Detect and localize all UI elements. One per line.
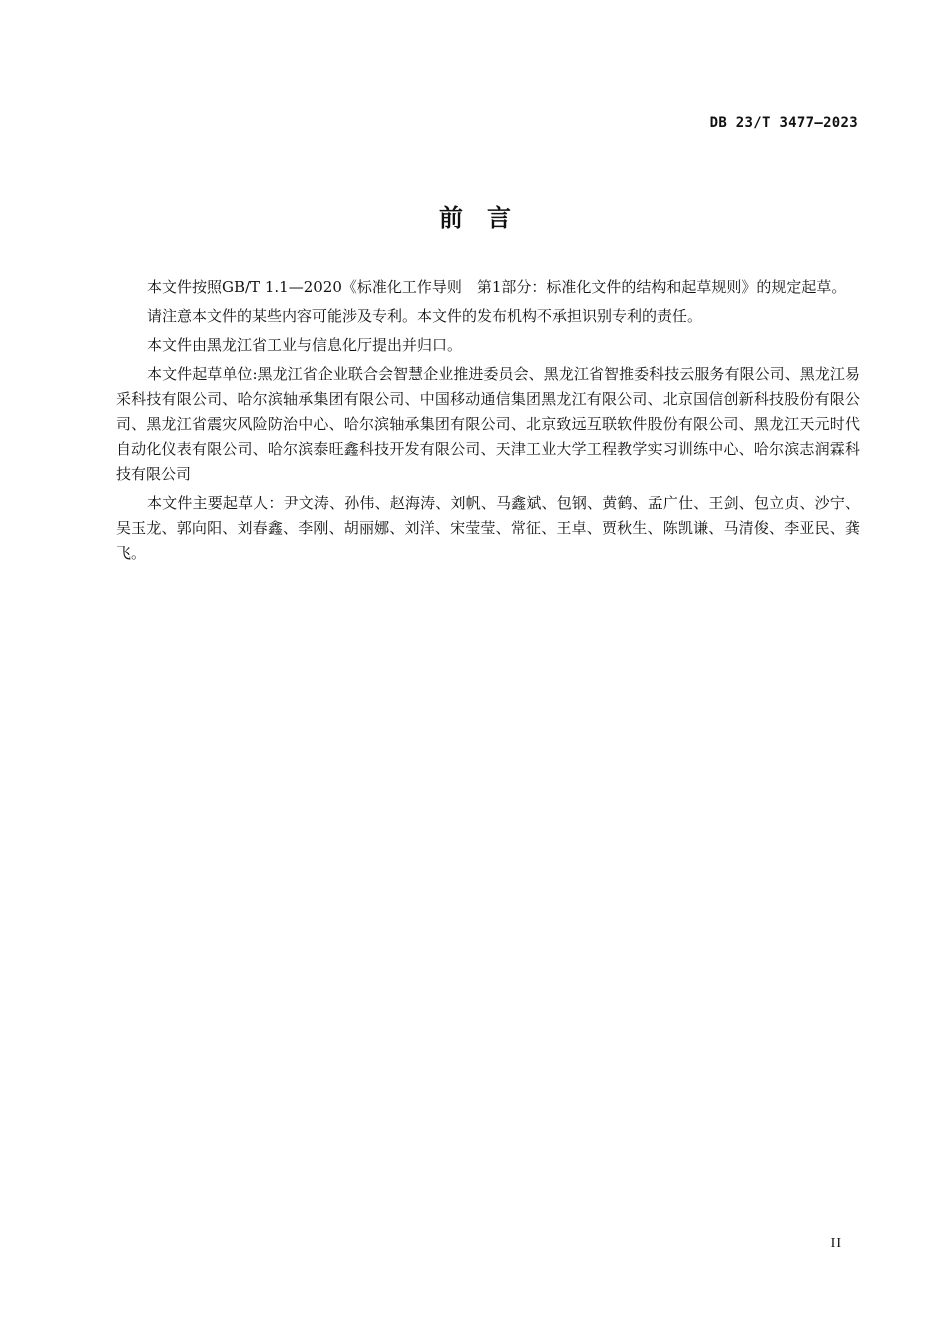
foreword-body — [116, 275, 860, 570]
page-number: II — [830, 1236, 842, 1251]
page-title: 前言 — [439, 204, 535, 232]
paragraph-drafting-units: 本文件起草单位:黑龙江省企业联合会智慧企业推进委员会、黑龙江省智推委科技云服务有限公司、黑龙江易采科技有限公司、哈尔滨轴承集团有限公司、中国移动通信集团黑龙江有限公司、北京国信创新科技股份有限公司、黑龙江省震灾风险防治中心、哈尔滨轴承集团有限公司、北京致远互联软件股份有限公司、黑龙江天元时代自动化仪表有限公司、哈尔滨泰旺鑫科技开发有限公司、天津工业大学工程教学实习训练中心、哈尔滨志润霖科技有限公司 — [116, 365, 860, 483]
paragraph-proposer: 本文件由黑龙江省工业与信息化厅提出并归口。 — [147, 336, 463, 354]
paragraph-patent-notice: 请注意本文件的某些内容可能涉及专利。本文件的发布机构不承担识别专利的责任。 — [147, 307, 703, 325]
paragraph-drafters: 本文件主要起草人：尹文涛、孙伟、赵海涛、刘帆、马鑫斌、包钢、黄鹤、孟广仕、王剑、包立贞、沙宁、吴玉龙、郭向阳、刘春鑫、李刚、胡丽娜、刘洋、宋莹莹、常征、王卓、贾秋生、陈凯谦、马清俊、李亚民、龚飞。 — [116, 494, 860, 562]
paragraph-drafting-rules: 本文件按照GB/T 1.1—2020《标准化工作导则 第1部分：标准化文件的结构和起草规则》的规定起草。 — [147, 278, 847, 296]
document-code: DB 23/T 3477—2023 — [709, 115, 858, 131]
